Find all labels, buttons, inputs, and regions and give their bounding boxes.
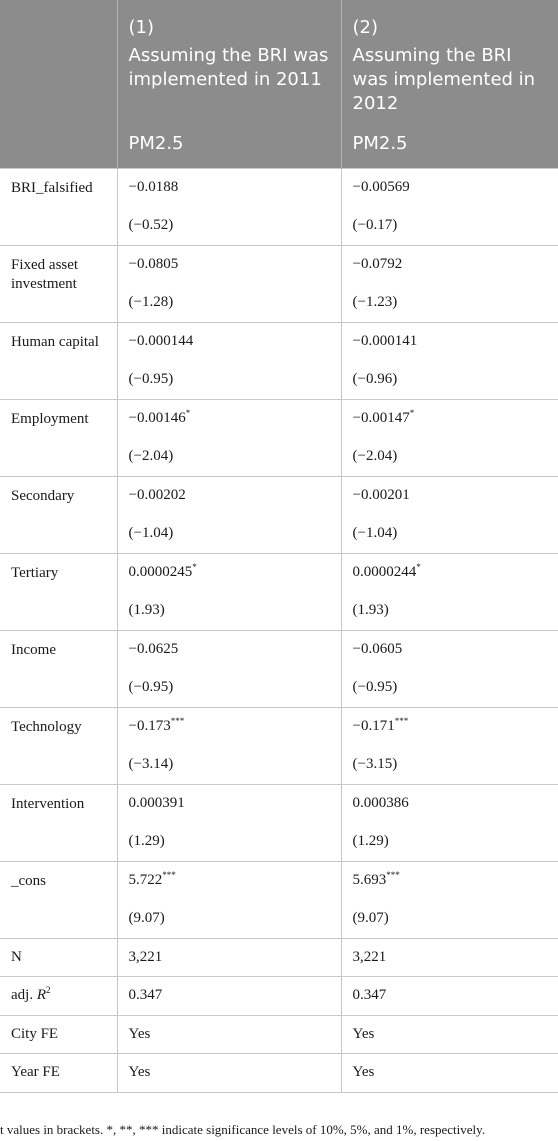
coefficient-row: [0, 861, 558, 899]
col2-t-value: (9.07): [341, 899, 558, 938]
statistic-row: [0, 938, 558, 977]
col1-t-value: (−0.95): [117, 360, 341, 399]
variable-label: Income: [0, 630, 117, 707]
col2-statistic: 0.347: [341, 977, 558, 1016]
header-row-numbers: [0, 0, 558, 40]
col1-t-value: (1.93): [117, 591, 341, 630]
col1-coefficient: −0.00146*: [117, 399, 341, 437]
col2-coefficient: −0.000141: [341, 322, 558, 360]
col1-coefficient: −0.0625: [117, 630, 341, 668]
col2-dependent-variable: PM2.5: [341, 132, 558, 168]
col1-coefficient: −0.0188: [117, 168, 341, 206]
col2-statistic: Yes: [341, 1054, 558, 1093]
statistic-label: N: [0, 938, 117, 977]
coefficient-row: [0, 399, 558, 437]
col2-coefficient: −0.0792: [341, 245, 558, 283]
col2-t-value: (−1.23): [341, 283, 558, 322]
col1-coefficient: 0.0000245*: [117, 553, 341, 591]
col2-t-value: (−2.04): [341, 437, 558, 476]
col2-t-value: (−3.15): [341, 745, 558, 784]
col1-statistic: 0.347: [117, 977, 341, 1016]
variable-label: Technology: [0, 707, 117, 784]
col1-t-value: (−0.95): [117, 668, 341, 707]
coefficient-row: [0, 553, 558, 591]
col1-coefficient: 0.000391: [117, 784, 341, 822]
col2-coefficient: −0.00569: [341, 168, 558, 206]
col2-coefficient: 0.0000244*: [341, 553, 558, 591]
col2-t-value: (1.29): [341, 822, 558, 861]
col1-t-value: (−0.52): [117, 206, 341, 245]
coefficient-row: [0, 245, 558, 283]
statistic-label: City FE: [0, 1015, 117, 1054]
col1-dependent-variable: PM2.5: [117, 132, 341, 168]
table-footnote: t values in brackets. *, **, *** indicate significance levels of 10%, 5%, and 1%, respectively.: [0, 1122, 486, 1137]
variable-label: Tertiary: [0, 553, 117, 630]
col2-t-value: (−0.17): [341, 206, 558, 245]
variable-label: Human capital: [0, 322, 117, 399]
variable-label: Intervention: [0, 784, 117, 861]
col2-coefficient: −0.0605: [341, 630, 558, 668]
col2-t-value: (−1.04): [341, 514, 558, 553]
col1-t-value: (−3.14): [117, 745, 341, 784]
col2-coefficient: −0.00147*: [341, 399, 558, 437]
coefficient-row: [0, 707, 558, 745]
variable-label: Employment: [0, 399, 117, 476]
col2-coefficient: 5.693***: [341, 861, 558, 899]
variable-label: Fixed asset investment: [0, 245, 117, 322]
col1-statistic: 3,221: [117, 938, 341, 977]
coefficient-row: [0, 784, 558, 822]
col2-coefficient: −0.00201: [341, 476, 558, 514]
statistic-label-superscript: 2: [46, 985, 51, 996]
statistic-label-variable: R: [36, 987, 46, 1004]
col1-description: Assuming the BRI was implemented in 2011: [117, 40, 341, 132]
statistics-rows: [0, 938, 558, 1092]
coefficient-rows: [0, 168, 558, 938]
col2-t-value: (−0.95): [341, 668, 558, 707]
col2-t-value: (−0.96): [341, 360, 558, 399]
col2-coefficient: −0.171***: [341, 707, 558, 745]
header-stub: [0, 0, 117, 168]
col2-number: (2): [341, 0, 558, 40]
col1-coefficient: 5.722***: [117, 861, 341, 899]
col1-coefficient: −0.173***: [117, 707, 341, 745]
col1-coefficient: −0.0805: [117, 245, 341, 283]
col1-t-value: (1.29): [117, 822, 341, 861]
statistic-label: Year FE: [0, 1054, 117, 1093]
variable-label: Secondary: [0, 476, 117, 553]
variable-label: _cons: [0, 861, 117, 938]
statistic-row: [0, 977, 558, 1016]
col1-statistic: Yes: [117, 1015, 341, 1054]
coefficient-row: [0, 322, 558, 360]
col1-coefficient: −0.00202: [117, 476, 341, 514]
col1-t-value: (9.07): [117, 899, 341, 938]
col2-coefficient: 0.000386: [341, 784, 558, 822]
statistic-label: [0, 977, 117, 1016]
col2-t-value: (1.93): [341, 591, 558, 630]
coefficient-row: [0, 476, 558, 514]
col2-statistic: Yes: [341, 1015, 558, 1054]
variable-label: BRI_falsified: [0, 168, 117, 245]
col2-description: Assuming the BRI was implemented in 2012: [341, 40, 558, 132]
col1-number: (1): [117, 0, 341, 40]
statistic-label-prefix: adj.: [11, 987, 37, 1004]
coefficient-row: [0, 168, 558, 206]
col1-t-value: (−1.28): [117, 283, 341, 322]
col1-statistic: Yes: [117, 1054, 341, 1093]
statistic-row: [0, 1015, 558, 1054]
col2-statistic: 3,221: [341, 938, 558, 977]
col1-coefficient: −0.000144: [117, 322, 341, 360]
col1-t-value: (−2.04): [117, 437, 341, 476]
col1-t-value: (−1.04): [117, 514, 341, 553]
statistic-row: [0, 1054, 558, 1093]
coefficient-row: [0, 630, 558, 668]
